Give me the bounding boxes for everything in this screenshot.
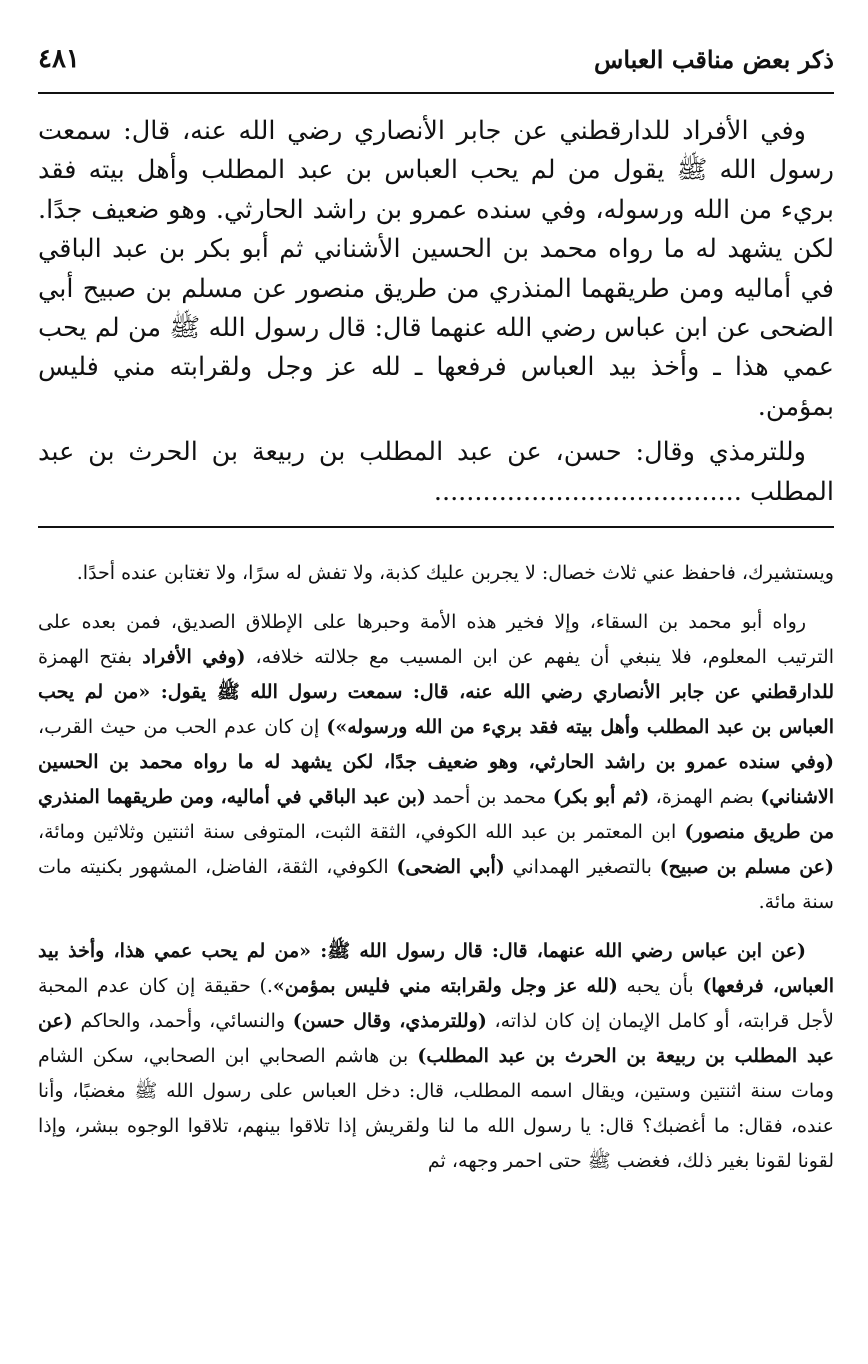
- page-header: [38, 34, 834, 74]
- running-title: ذكر بعض مناقب العباس: [594, 45, 834, 74]
- main-paragraph-2: [38, 433, 834, 512]
- commentary-paragraph-1: ويستشيرك، فاحفظ عني ثلاث خصال: لا يجربن عليك كذبة، ولا تفش له سرًا، ولا تغتابن عنده أحدًا.: [76, 562, 834, 584]
- quoted-text: (وفي الأفراد: [142, 646, 246, 668]
- quoted-text: للدارقطني عن جابر الأنصاري رضي الله عنه، قال: سمعت رسول الله ﷺ يقول: «من لم يحب العباس بن عبد المطلب وأهل بيته فقد بريء من الله ورسوله»): [38, 681, 834, 738]
- plain-text: بأن يحبه: [617, 975, 703, 997]
- plain-text: محمد بن أحمد: [425, 786, 553, 808]
- plain-text: .) حقيقة إن كان عدم المحبة لأجل قرابته، أو كامل الإيمان إن كان لذاته،: [38, 975, 834, 1032]
- plain-text: ابن المعتمر بن عبد الله الكوفي، الثقة الثبت، المتوفى سنة اثنتين وثلاثين ومائة،: [38, 821, 685, 843]
- continuation-dots: ......................................: [433, 476, 742, 507]
- commentary-paragraph-3: [38, 934, 834, 1179]
- quoted-text: (لله عز وجل ولقرابته مني فليس بمؤمن»: [272, 975, 618, 997]
- quoted-text: (وفي سنده عمرو بن راشد الحارثي، وهو ضعيف جدًا، لكن يشهد له ما رواه محمد بن الحسين الاشناني): [38, 751, 834, 808]
- plain-text: الكوفي، الثقة، الفاضل، المشهور بكنيته مات سنة مائة.: [38, 856, 834, 913]
- quoted-text: (بن عبد الباقي في أماليه، ومن طريقهما المنذري من طريق منصور): [38, 786, 834, 843]
- quoted-text: (عن ابن عباس رضي الله عنهما، قال: قال رسول الله ﷺ: «من لم يحب عمي هذا، وأخذ بيد العباس، فرفعها): [38, 940, 834, 997]
- plain-text: بفتح الهمزة: [38, 646, 143, 668]
- plain-text: بضم الهمزة،: [649, 786, 761, 808]
- quoted-text: (أبي الضحى): [396, 856, 505, 878]
- commentary-separator: [38, 526, 834, 528]
- main-paragraph-2-text: وللترمذي وقال: حسن، عن عبد المطلب بن ربيعة بن الحرث بن عبد المطلب: [38, 437, 834, 507]
- plain-text: بالتصغير الهمداني: [504, 856, 660, 878]
- plain-text: إن كان عدم الحب من حيث القرب،: [38, 716, 327, 738]
- commentary-text: [38, 556, 834, 1179]
- quoted-text: (عن عبد المطلب بن ربيعة بن الحرث بن عبد المطلب): [38, 1010, 834, 1067]
- quoted-text: (وللترمذي، وقال حسن): [292, 1010, 487, 1032]
- header-rule: [38, 92, 834, 94]
- plain-text: رواه أبو محمد بن السقاء، وإلا فخير هذه الأمة وحبرها على الإطلاق الصديق، فمن بعده على الترتيب المعلوم، فلا ينبغي أن يفهم عن ابن المسيب مع جلالته خلافه،: [38, 611, 834, 668]
- commentary-paragraph-2: [38, 605, 834, 920]
- quoted-text: (عن مسلم بن صبيح): [659, 856, 834, 878]
- plain-text: والنسائي، وأحمد، والحاكم: [72, 1010, 293, 1032]
- quoted-text: (ثم أبو بكر): [552, 786, 650, 808]
- main-paragraph-1: وفي الأفراد للدارقطني عن جابر الأنصاري رضي الله عنه، قال: سمعت رسول الله ﷺ يقول من لم يحب العباس بن عبد المطلب وأهل بيته فقد بريء من الله ورسوله، وفي سنده عمرو بن راشد الحارثي. وهو ضعيف جدًا. لكن يشهد له ما رواه محمد بن الحسين الأشناني ثم أبو بكر بن عبد الباقي في أماليه ومن طريقهما المنذري من طريق منصور عن مسلم بن صبيح أبي الضحى عن ابن عباس رضي الله عنهما قال: قال رسول الله ﷺ من لم يحب عمي هذا ـ وأخذ بيد العباس فرفعها ـ لله عز وجل ولقرابته مني فليس بمؤمن.: [38, 116, 834, 422]
- page-number: ٤٨١: [38, 44, 80, 74]
- plain-text: بن هاشم الصحابي ابن الصحابي، سكن الشام ومات سنة اثنتين وستين، ويقال اسمه المطلب، قال: دخل العباس على رسول الله ﷺ مغضبًا، وأنا عنده، فقال: ما أغضبك؟ قال: يا رسول الله ما لنا ولقريش إذا تلاقوا بينهم، تلاقوا الوجوه ببشر، وإذا لقونا لقونا بغير ذلك، فغضب ﷺ حتى احمر وجهه، ثم: [38, 1045, 834, 1172]
- main-text: [38, 112, 834, 512]
